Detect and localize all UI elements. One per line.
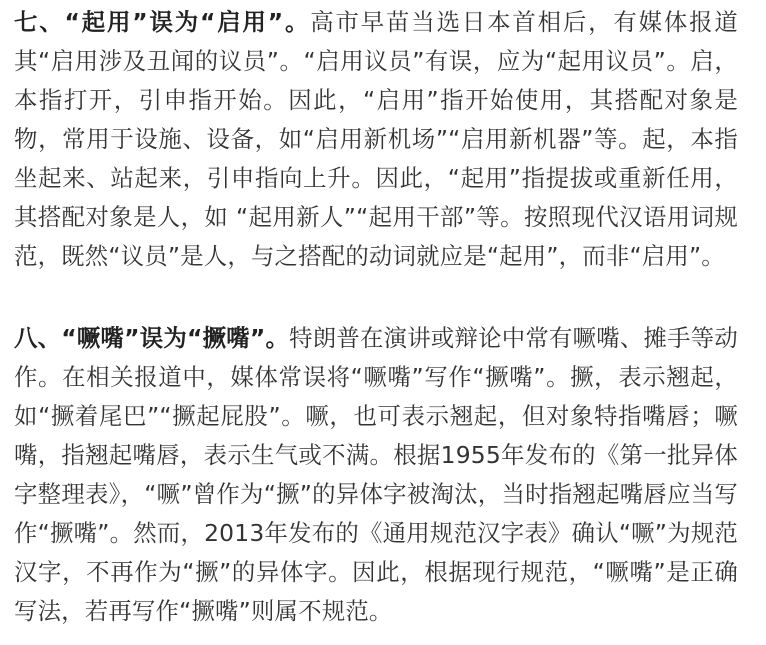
article-body — [14, 3, 738, 631]
section-7-body: 高市早苗当选日本首相后，有媒体报道其“启用涉及丑闻的议员”。“启用议员”有误，应为“起用议员”。启，本指打开，引申指开始。因此，“启用”指开始使用，其搭配对象是物，常用于设施、设备，如“启用新机场”“启用新机器”等。起，本指坐起来、站起来，引申指向上升。因此，“起用”指提拔或重新任用，其搭配对象是人，如 “起用新人”“起用干部”等。按照现代汉语用词规范，既然“议员”是人，与之搭配的动词就应是“起用”，而非“启用”。 — [14, 8, 738, 270]
section-8-heading: 八、“噘嘴”误为“撅嘴”。 — [14, 324, 290, 352]
section-7-paragraph — [14, 3, 738, 276]
section-8-body: 特朗普在演讲或辩论中常有噘嘴、摊手等动作。在相关报道中，媒体常误将“噘嘴”写作“撅嘴”。撅，表示翘起，如“撅着尾巴”“撅起屁股”。噘，也可表示翘起，但对象特指嘴唇；噘嘴，指翘起嘴唇，表示生气或不满。根据1955年发布的《第一批异体字整理表》，“噘”曾作为“撅”的异体字被淘汰，当时指翘起嘴唇应当写作“撅嘴”。然而，2013年发布的《通用规范汉字表》确认“噘”为规范汉字，不再作为“撅”的异体字。因此，根据现行规范，“噘嘴”是正确写法，若再写作“撅嘴”则属不规范。 — [14, 324, 738, 625]
section-8-paragraph — [14, 319, 738, 631]
section-7-heading: 七、“起用”误为“启用”。 — [14, 8, 311, 36]
